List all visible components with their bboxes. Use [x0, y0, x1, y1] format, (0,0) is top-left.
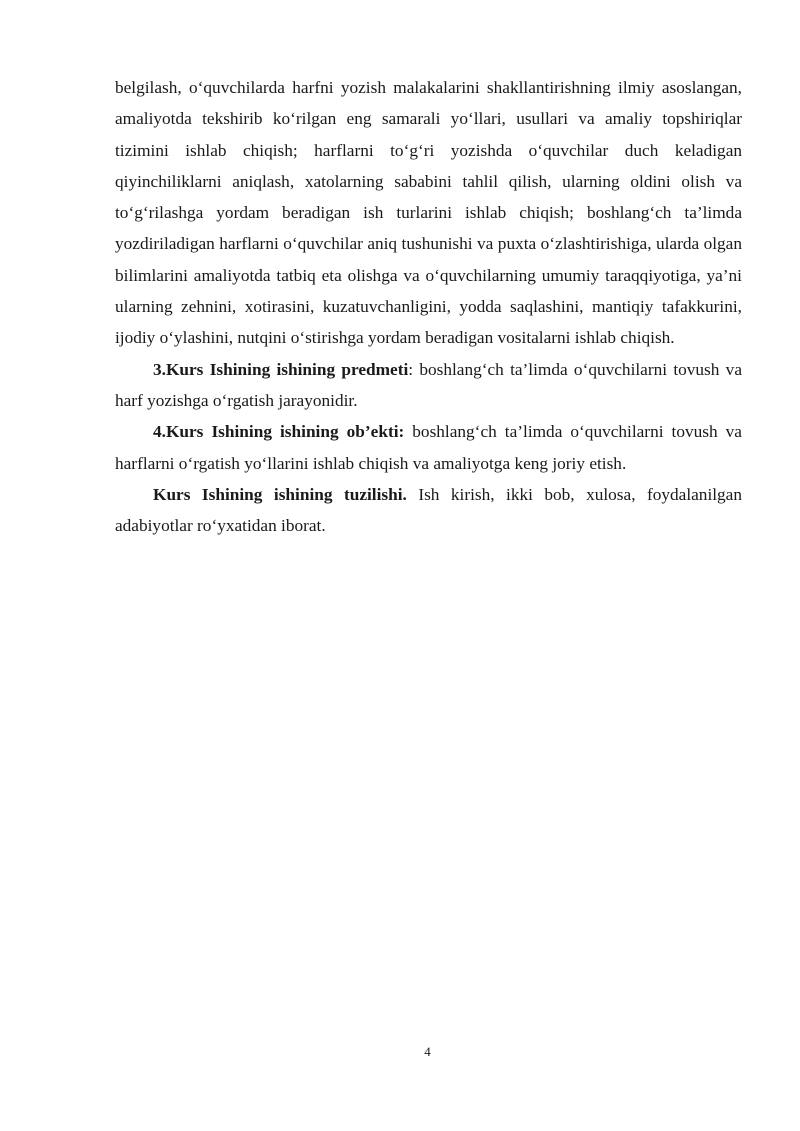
paragraph-object [115, 416, 742, 479]
paragraph-text: : boshlang‘ch ta’limda o‘quvchilarni tovush va harf yozishga o‘rgatish jarayonidir. [115, 359, 742, 410]
paragraph-text: Ish kirish, ikki bob, xulosa, foydalanilgan adabiyotlar ro‘yxatidan iborat. [115, 484, 742, 536]
paragraph-subject [115, 354, 742, 417]
paragraph-structure [115, 479, 742, 542]
body-text [115, 72, 742, 541]
paragraph-heading: 4.Kurs Ishining ishining ob’ekti: [153, 422, 405, 442]
paragraph-heading: 3.Kurs Ishining ishining predmeti [153, 359, 409, 379]
page-number: 4 [424, 1044, 431, 1059]
paragraph-heading: Kurs Ishining ishining tuzilishi. [153, 484, 407, 504]
paragraph-continuation [115, 72, 742, 354]
paragraph-text: belgilash, o‘quvchilarda harfni yozish malakalarini shakllantirishning ilmiy asoslangan, amaliyotda tekshirib ko‘rilgan eng samarali yo‘llari, usullari va amaliy topshiriqlar tizimini ishlab chiqish; harflarni to‘g‘ri yozishda o‘quvchilar duch keladigan qiyinchiliklarni aniqlash, xatolarning sababini tahlil qilish, ularning oldini olish va to‘g‘rilashga yordam beradigan ish turlarini ishlab chiqish; boshlang‘ch ta’limda yozdiriladigan harflarni o‘quvchilar aniq tushunishi va puxta o‘zlashtirishiga, ularda olgan bilimlarini amaliyotda tatbiq eta olishga va o‘quvchilarning umumiy taraqqiyotiga, ya’ni ularning zehnini, xotirasini, kuzatuvchanligini, yodda saqlashini, mantiqiy tafakkurini, ijodiy o‘ylashini, nutqini o‘stirishga yordam beradigan vositalarni ishlab chiqish. [115, 78, 742, 348]
paragraph-text: boshlang‘ch ta’limda o‘quvchilarni tovush va harflarni o‘rgatish yo‘llarini ishlab chiqish va amaliyotga keng joriy etish. [115, 422, 742, 473]
